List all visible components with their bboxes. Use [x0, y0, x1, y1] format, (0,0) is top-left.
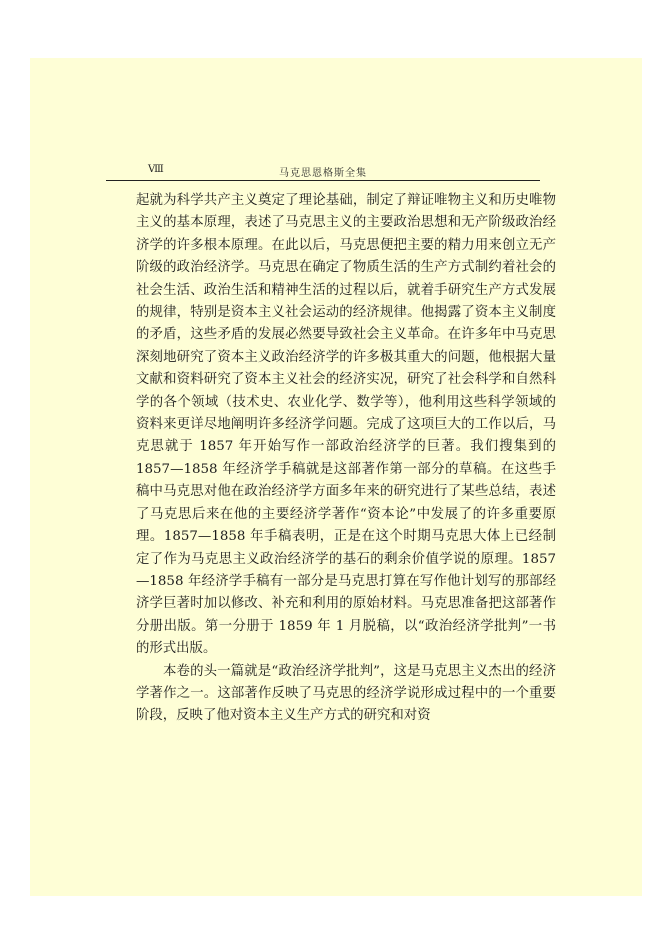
page-header — [106, 162, 540, 181]
body-text — [136, 190, 556, 728]
running-title: 马克思恩格斯全集 — [279, 168, 367, 179]
paragraph-2: 本卷的头一篇就是“政治经济学批判”，这是马克思主义杰出的经济学著作之一。这部著作反映了马克思的经济学说形成过程中的一个重要阶段，反映了他对资本主义生产方式的研究和对资 — [136, 663, 556, 724]
paragraph-1: 起就为科学共产主义奠定了理论基础，制定了辩证唯物主义和历史唯物主义的基本原理，表述了马克思主义的主要政治思想和无产阶级政治经济学的许多根本原理。在此以后，马克思便把主要的精力用来创立无产阶级的政治经济学。马克思在确定了物质生活的生产方式制约着社会的社会生活、政治生活和精神生活的过程以后，就着手研究生产方式发展的规律，特别是资本主义社会运动的经济规律。他揭露了资本主义制度的矛盾，这些矛盾的发展必然要导致社会主义革命。在许多年中马克思深刻地研究了资本主义政治经济学的许多极其重大的问题，他根据大量文献和资料研究了资本主义社会的经济实况，研究了社会科学和自然科学的各个领域（技术史、农业化学、数学等），他利用这些科学领域的资料来更详尽地阐明许多经济学问题。完成了这项巨大的工作以后，马克思就于 1857 年开始写作一部政治经济学的巨著。我们搜集到的 1857—1858 年经济学手稿就是这部著作第一部分的草稿。在这些手稿中马克思对他在政治经济学方面多年来的研究进行了某些总结，表述了马克思后来在他的主要经济学著作“资本论”中发展了的许多重要原理。1857—1858 年手稿表明，正是在这个时期马克思大体上已经制定了作为马克思主义政治经济学的基石的剩余价值学说的原理。1857—1858 年经济学手稿有一部分是马克思打算在写作他计划写的那部经济学巨著时加以修改、补充和利用的原始材料。马克思准备把这部著作分册出版。第一分册于 1859 年 1 月脱稿，以“政治经济学批判”一书的形式出版。 — [136, 193, 556, 657]
page-number: Ⅷ — [148, 164, 163, 175]
